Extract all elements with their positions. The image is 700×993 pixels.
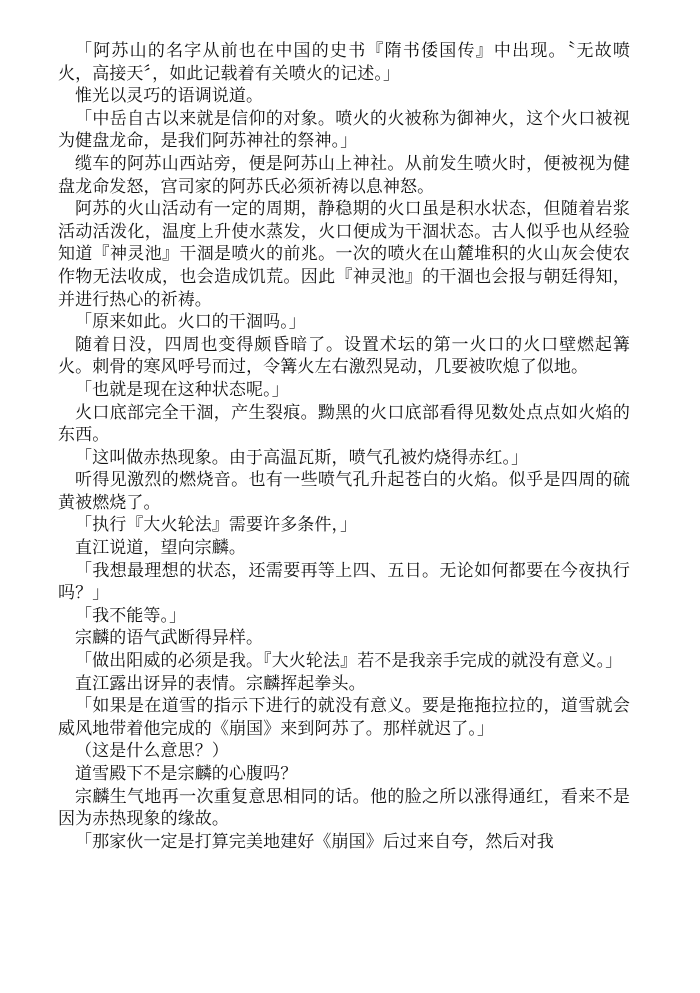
paragraph: 「中岳自古以来就是信仰的对象。喷火的火被称为御神火，这个火口被视为健盘龙命，是我们阿苏神社的祭神。」 bbox=[58, 108, 630, 152]
paragraph: 宗麟生气地再一次重复意思相同的话。他的脸之所以涨得通红，看来不是因为赤热现象的缘故。 bbox=[58, 786, 630, 830]
paragraph: 「阿苏山的名字从前也在中国的史书『隋书倭国传』中出现。〝无故喷火，高接天〞，如此记载着有关喷火的记述。」 bbox=[58, 41, 630, 84]
paragraph: 「我想最理想的状态，还需要再等上四、五日。无论如何都要在今夜执行吗？」 bbox=[58, 560, 630, 604]
paragraph: 惟光以灵巧的语调说道。 bbox=[75, 86, 264, 107]
paragraph: 阿苏的火山活动有一定的周期，静稳期的火口虽是积水状态，但随着岩浆活动活泼化，温度上升使水蒸发，火口便成为干涸状态。古人似乎也从经验知道『神灵池』干涸是喷火的前兆。一次的喷火在山麓堆积的火山灰会使农作物无法收成，也会造成饥荒。因此『神灵池』的干涸也会报与朝廷得知，并进行热心的祈祷。 bbox=[58, 199, 630, 310]
paragraph: 道雪殿下不是宗麟的心腹吗？ bbox=[75, 764, 298, 784]
paragraph: 「这叫做赤热现象。由于高温瓦斯，喷气孔被灼烧得赤红。」 bbox=[75, 447, 529, 468]
paragraph: 「也就是现在这种状态呢。」 bbox=[75, 379, 289, 400]
paragraph: 听得见激烈的燃烧音。也有一些喷气孔升起苍白的火焰。似乎是四周的硫黄被燃烧了。 bbox=[58, 470, 630, 513]
paragraph: 火口底部完全干涸，产生裂痕。黝黑的火口底部看得见数处点点如火焰的东西。 bbox=[58, 402, 630, 446]
paragraph: 宗麟的语气武断得异样。 bbox=[75, 628, 264, 649]
paragraph: （这是什么意思？） bbox=[75, 741, 229, 762]
paragraph: 「执行『大火轮法』需要许多条件，」 bbox=[75, 515, 358, 536]
document-page bbox=[58, 40, 630, 853]
paragraph: 「原来如此。火口的干涸吗。」 bbox=[75, 312, 306, 333]
paragraph: 直江露出讶异的表情。宗麟挥起拳头。 bbox=[75, 673, 366, 694]
paragraph: 随着日没，四周也变得颇昏暗了。设置术坛的第一火口的火口壁燃起篝火。刺骨的寒风呼号而过，令篝火左右激烈晃动，几要被吹熄了似地。 bbox=[58, 334, 630, 378]
paragraph: 缆车的阿苏山西站旁，便是阿苏山上神社。从前发生喷火时，便被视为健盘龙命发怒，宫司家的阿苏氏必须祈祷以息神怒。 bbox=[58, 153, 630, 197]
paragraph: 「做出阳威的必须是我。『大火轮法』若不是我亲手完成的就没有意义。」 bbox=[75, 651, 623, 672]
paragraph: 「那家伙一定是打算完美地建好《崩国》后过来自夸，然后对我 bbox=[75, 831, 554, 852]
paragraph: 「如果是在道雪的指示下进行的就没有意义。要是拖拖拉拉的，道雪就会威风地带着他完成的《崩国》来到阿苏了。那样就迟了。」 bbox=[58, 696, 630, 739]
paragraph: 「我不能等。」 bbox=[75, 605, 187, 626]
paragraph: 直江说道，望向宗麟。 bbox=[75, 538, 246, 559]
